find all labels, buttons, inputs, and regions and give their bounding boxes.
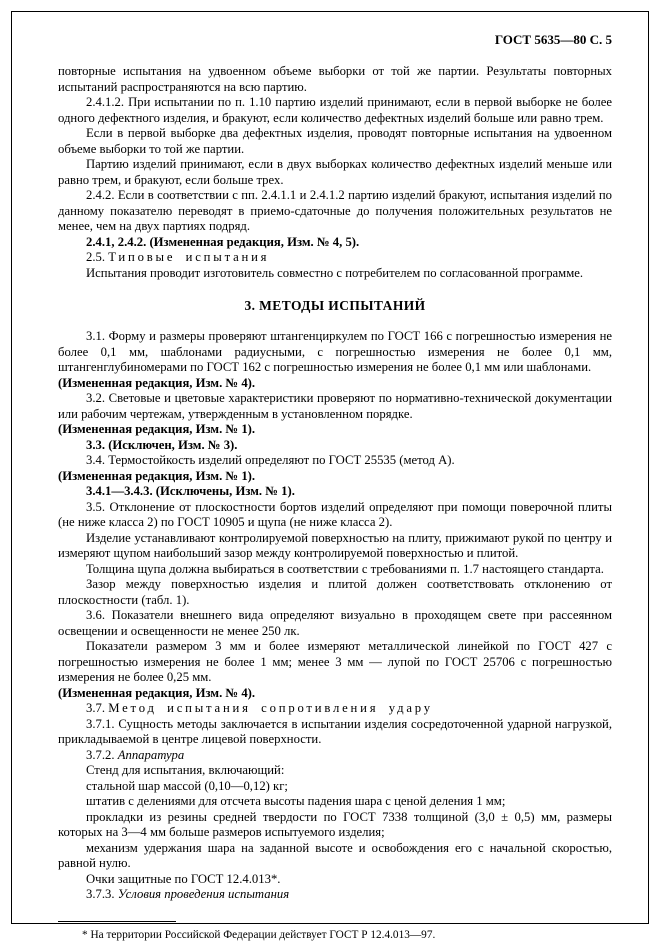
text-run: (Измененная редакция, Изм. № 4). bbox=[58, 685, 256, 700]
paragraph bbox=[58, 500, 612, 531]
paragraph bbox=[58, 188, 612, 235]
text-run: Партию изделий принимают, если в двух выборках количество дефектных изделий меньше или равно трем, и бракуют, если больше трех. bbox=[58, 157, 612, 187]
paragraph bbox=[58, 422, 612, 438]
text-run: Условия проведения испытания bbox=[117, 887, 290, 901]
paragraph bbox=[58, 453, 612, 469]
text-run: 2.4.1.2. При испытании по п. 1.10 партию изделий принимают, если в первой выборке не более одного дефектного изделия, и бракуют, если количество дефектных изделий больше или равно трем. bbox=[58, 95, 612, 125]
paragraph bbox=[58, 235, 612, 251]
text-run: 3.7. bbox=[86, 701, 109, 715]
paragraph bbox=[58, 95, 612, 126]
text-run: 3.1. Форму и размеры проверяют штангенциркулем по ГОСТ 166 с погрешностью измерения не более 0,1 мм, шаблонами радиусными, с погрешностью измерения не более 0,1 мм, штангенглубиномерами по ГОСТ 162 с погрешностью измерения не более 0,1 мм или шаблонами. bbox=[58, 329, 612, 374]
page-content bbox=[58, 32, 612, 942]
paragraph bbox=[58, 562, 612, 578]
paragraph bbox=[58, 701, 612, 717]
text-run: Если в первой выборке два дефектных изделия, проводят повторные испытания на удвоенном объеме выборки то той же партии. bbox=[58, 126, 612, 156]
text-run: 2.4.2. Если в соответствии с пп. 2.4.1.1 и 2.4.1.2 партию изделий бракуют, испытания изделий по данному показателю переводят в приемо-сдаточные до получения положительных результатов не менее, чем на двух партиях подряд. bbox=[58, 188, 612, 233]
text-run: (Измененная редакция, Изм. № 4). bbox=[58, 375, 256, 390]
text-run: Стенд для испытания, включающий: bbox=[86, 763, 285, 777]
paragraph bbox=[58, 872, 612, 888]
paragraph bbox=[58, 717, 612, 748]
text-run: 3.2. Световые и цветовые характеристики проверяют по нормативно-технической документации или рабочим чертежам, утвержденным в установленном порядке. bbox=[58, 391, 612, 421]
text-run: повторные испытания на удвоенном объеме выборки от той же партии. Результаты повторных испытаний распространяются на всю партию. bbox=[58, 64, 612, 94]
paragraph bbox=[58, 748, 612, 764]
paragraph bbox=[58, 484, 612, 500]
paragraph bbox=[58, 841, 612, 872]
text-run: * На территории Российской Федерации действует ГОСТ Р 12.4.013—97. bbox=[82, 928, 436, 941]
paragraph bbox=[58, 763, 612, 779]
paragraph bbox=[58, 469, 612, 485]
paragraph bbox=[58, 608, 612, 639]
text-run: прокладки из резины средней твердости по ГОСТ 7338 толщиной (3,0 ± 0,5) мм, размеры которых на 3—4 мм больше размеров испытуемого изделия; bbox=[58, 809, 612, 839]
text-run: 2.4.1, 2.4.2. (Измененная редакция, Изм. № 4, 5). bbox=[86, 234, 360, 249]
text-run: Изделие устанавливают контролируемой поверхностью на плиту, прижимают рукой по центру и измеряют щупом наибольший зазор между контролируемой поверхностью и плитой. bbox=[58, 530, 612, 560]
text-run: 3. МЕТОДЫ ИСПЫТАНИЙ bbox=[244, 298, 426, 313]
page-header: ГОСТ 5635—80 С. 5 bbox=[494, 32, 612, 47]
document-body bbox=[58, 64, 612, 942]
paragraph bbox=[58, 126, 612, 157]
text-run: 3.6. Показатели внешнего вида определяют визуально в проходящем свете при рассеянном освещении и освещенности не менее 250 лк. bbox=[58, 608, 612, 638]
text-run: Очки защитные по ГОСТ 12.4.013*. bbox=[86, 871, 281, 886]
text-run: штатив с делениями для отсчета высоты падения шара с ценой деления 1 мм; bbox=[86, 794, 506, 808]
text-run: 3.4. Термостойкость изделий определяют по ГОСТ 25535 (метод А). bbox=[86, 453, 455, 467]
paragraph bbox=[58, 391, 612, 422]
paragraph bbox=[58, 794, 612, 810]
paragraph bbox=[58, 438, 612, 454]
paragraph bbox=[58, 639, 612, 686]
text-run: 3.7.2. bbox=[86, 747, 118, 762]
text-run: Толщина щупа должна выбираться в соответствии с требованиями п. 1.7 настоящего стандарта. bbox=[86, 561, 604, 576]
paragraph bbox=[58, 250, 612, 266]
paragraph bbox=[58, 577, 612, 608]
paragraph bbox=[58, 810, 612, 841]
paragraph bbox=[58, 531, 612, 562]
text-run: Типовые испытания bbox=[108, 250, 270, 264]
paragraph bbox=[58, 329, 612, 376]
text-run: Показатели размером 3 мм и более измеряют металлической линейкой по ГОСТ 427 с погрешностью измерения не более 1 мм; менее 3 мм — лупой по ГОСТ 25706 с погрешностью измерения не более 0,25 мм. bbox=[58, 639, 612, 684]
footnote-text bbox=[58, 928, 612, 942]
text-run: Аппаратура bbox=[117, 747, 185, 762]
paragraph bbox=[58, 157, 612, 188]
text-run: механизм удержания шара на заданной высоте и освобождения его с начальной скоростью, равной нулю. bbox=[58, 840, 612, 870]
text-run: (Измененная редакция, Изм. № 1). bbox=[58, 422, 256, 436]
paragraph bbox=[58, 779, 612, 795]
text-run: 3.5. Отклонение от плоскостности бортов изделий определяют при помощи поверочной плиты (не ниже класса 2) по ГОСТ 10905 и щупа (не ниже класса 2). bbox=[58, 499, 612, 529]
text-run: 3.4.1—3.4.3. (Исключены, Изм. № 1). bbox=[86, 484, 295, 498]
footnote-rule bbox=[58, 921, 176, 922]
text-run: 2.5. bbox=[86, 250, 109, 264]
text-run: Метод испытания сопротивления удару bbox=[108, 701, 433, 715]
text-run: Зазор между поверхностью изделия и плитой должен соответствовать отклонению от плоскостности (табл. 1). bbox=[58, 577, 612, 607]
text-run: 3.3. (Исключен, Изм. № 3). bbox=[86, 437, 238, 452]
section-heading bbox=[58, 298, 612, 314]
text-run: Испытания проводит изготовитель совместно с потребителем по согласованной программе. bbox=[86, 265, 584, 280]
text-run: 3.7.3. bbox=[86, 887, 118, 901]
text-run: стальной шар массой (0,10—0,12) кг; bbox=[86, 778, 288, 793]
paragraph bbox=[58, 686, 612, 702]
paragraph bbox=[58, 376, 612, 392]
text-run: 3.7.1. Сущность методы заключается в испытании изделия сосредоточенной ударной нагрузкой, прикладываемой в центре лицевой поверхности. bbox=[58, 716, 612, 746]
paragraph bbox=[58, 64, 612, 95]
text-run: (Измененная редакция, Изм. № 1). bbox=[58, 468, 256, 483]
paragraph bbox=[58, 266, 612, 282]
paragraph bbox=[58, 887, 612, 903]
